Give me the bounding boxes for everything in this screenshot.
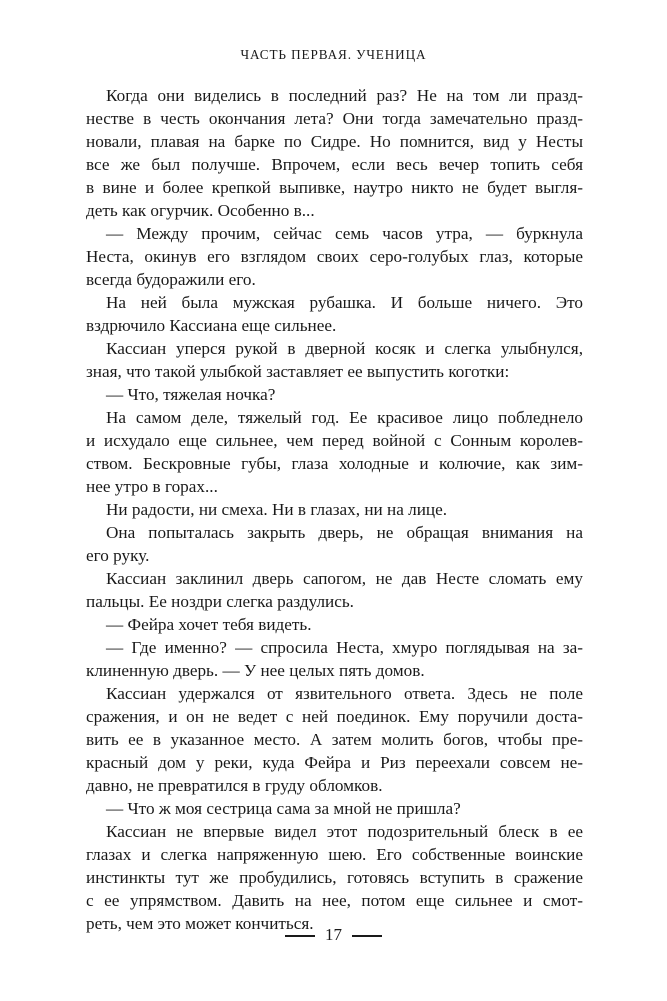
paragraph: [86, 521, 583, 567]
text-line: — Что, тяжелая ночка?: [106, 385, 276, 404]
paragraph: [86, 291, 583, 337]
paragraph: [86, 383, 583, 406]
text-line: Когда они виделись в последний раз? Не на том ли празд-: [106, 86, 583, 105]
paragraph: [86, 613, 583, 636]
paragraph: [86, 222, 583, 291]
text-line: глазах и слегка напряженную шею. Его собственные воинские: [86, 845, 583, 864]
text-line: в вине и более крепкой выпивке, наутро никто не будет выгля-: [86, 178, 583, 197]
text-line: Кассиан уперся рукой в дверной косяк и слегка улыбнулся,: [106, 339, 583, 358]
text-line: клиненную дверь. — У нее целых пять домов.: [86, 661, 425, 680]
text-line: с ее упрямством. Давить на нее, потом еще сильнее и смот-: [86, 891, 583, 910]
text-line: нестве в честь окончания лета? Они тогда замечательно празд-: [86, 109, 583, 128]
text-line: Кассиан удержался от язвительного ответа. Здесь не поле: [106, 684, 583, 703]
paragraph: [86, 498, 583, 521]
folio-dash-left: [285, 935, 315, 936]
text-line: вить ее в указанное место. А затем молить богов, чтобы пре-: [86, 730, 583, 749]
text-line: пальцы. Ее ноздри слегка раздулись.: [86, 592, 354, 611]
paragraph: [86, 682, 583, 797]
text-line: сражения, и он не ведет с ней поединок. Ему поручили доста-: [86, 707, 583, 726]
text-line: нее утро в горах...: [86, 477, 218, 496]
text-line: Кассиан не впервые видел этот подозрительный блеск в ее: [106, 822, 583, 841]
paragraph: [86, 636, 583, 682]
text-line: давно, не превратился в груду обломков.: [86, 776, 383, 795]
text-line: все же был получше. Впрочем, если весь вечер топить себя: [86, 155, 583, 174]
paragraph: [86, 84, 583, 222]
text-line: — Где именно? — спросила Неста, хмуро поглядывая на за-: [106, 638, 583, 657]
text-line: Она попыталась закрыть дверь, не обращая внимания на: [106, 523, 583, 542]
text-line: инстинкты тут же пробудились, готовясь вступить в сражение: [86, 868, 583, 887]
text-line: красный дом у реки, куда Фейра и Риз переехали совсем не-: [86, 753, 583, 772]
page-folio: [0, 925, 667, 945]
paragraph: [86, 820, 583, 935]
text-line: — Фейра хочет тебя видеть.: [106, 615, 312, 634]
paragraph: [86, 797, 583, 820]
paragraph: [86, 337, 583, 383]
text-line: и исхудало еще сильнее, чем перед войной с Сонным королев-: [86, 431, 583, 450]
text-line: всегда будоражили его.: [86, 270, 256, 289]
running-head: ЧАСТЬ ПЕРВАЯ. УЧЕНИЦА: [240, 47, 427, 62]
page-number: 17: [325, 925, 342, 944]
text-line: — Что ж моя сестрица сама за мной не пришла?: [106, 799, 461, 818]
text-line: Неста, окинув его взглядом своих серо-голубых глаз, которые: [86, 247, 583, 266]
text-line: Ни радости, ни смеха. Ни в глазах, ни на лице.: [106, 500, 448, 519]
paragraph: [86, 406, 583, 498]
text-line: вздрючило Кассиана еще сильнее.: [86, 316, 337, 335]
text-line: ством. Бескровные губы, глаза холодные и колючие, как зим-: [86, 454, 583, 473]
text-line: деть как огурчик. Особенно в...: [86, 201, 315, 220]
text-line: его руку.: [86, 546, 150, 565]
body-text: [86, 84, 583, 935]
folio-dash-right: [352, 935, 382, 936]
text-line: новали, плавая на барке по Сидре. Но помнится, вид у Несты: [86, 132, 583, 151]
text-line: На самом деле, тяжелый год. Ее красивое лицо побледнело: [106, 408, 583, 427]
text-line: реть, чем это может кончиться.: [86, 914, 314, 933]
text-line: зная, что такой улыбкой заставляет ее выпустить коготки:: [86, 362, 510, 381]
text-line: На ней была мужская рубашка. И больше ничего. Это: [106, 293, 583, 312]
text-line: Кассиан заклинил дверь сапогом, не дав Несте сломать ему: [106, 569, 583, 588]
paragraph: [86, 567, 583, 613]
text-line: — Между прочим, сейчас семь часов утра, — буркнула: [106, 224, 583, 243]
